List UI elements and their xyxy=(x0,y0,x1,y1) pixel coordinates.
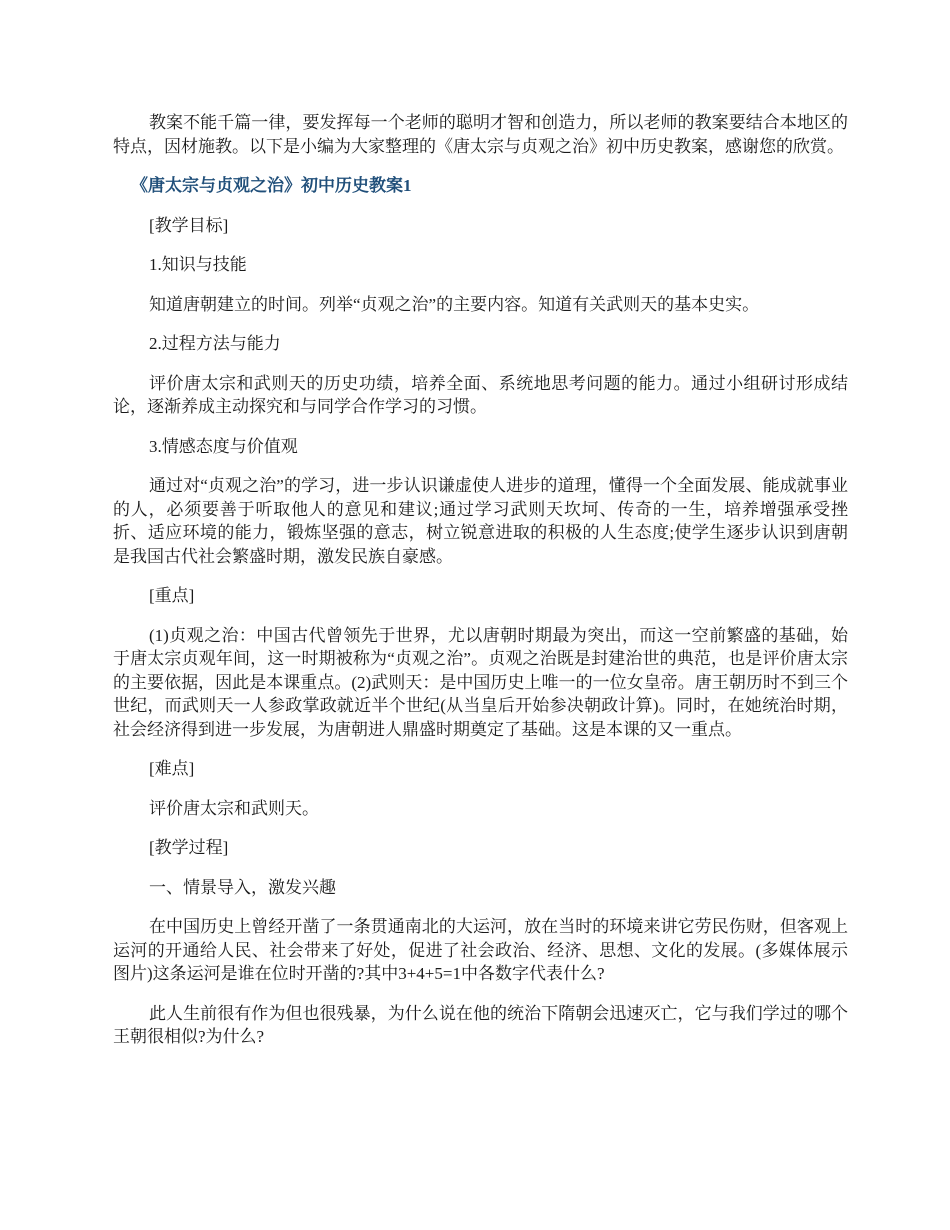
difficult-points-text: 评价唐太宗和武则天。 xyxy=(149,798,319,818)
knowledge-label: 1.知识与技能 xyxy=(149,255,247,274)
step1-label: 一、情景导入，激发兴趣 xyxy=(149,877,336,897)
document-page xyxy=(113,111,848,1065)
lesson-title: 《唐太宗与贞观之治》初中历史教案1 xyxy=(131,176,412,195)
emotion-text: 通过对“贞观之治”的学习，进一步认识谦虚使人进步的道理，懂得一个全面发展、能成就事业的人，必须要善于听取他人的意见和建议;通过学习武则天坎坷、传奇的一生，培养增强承受挫折、适应环境的能力，锻炼坚强的意志，树立锐意进取的积极的人生态度;使学生逐步认识到唐朝是我国古代社会繁盛时期，激发民族自豪感。 xyxy=(113,476,848,566)
step1-paragraph-1: 在中国历史上曾经开凿了一条贯通南北的大运河，放在当时的环境来讲它劳民伤财，但客观上运河的开通给人民、社会带来了好处，促进了社会政治、经济、思想、文化的发展。(多媒体展示图片)这条运河是谁在位时开凿的?其中3+4+5=1中各数字代表什么? xyxy=(113,917,848,983)
key-points-text: (1)贞观之治：中国古代曾领先于世界，尤以唐朝时期最为突出，而这一空前繁盛的基础，始于唐太宗贞观年间，这一时期被称为“贞观之治”。贞观之治既是封建治世的典范，也是评价唐太宗的主要依据，因此是本课重点。(2)武则天：是中国历史上唯一的一位女皇帝。唐王朝历时不到三个世纪，而武则天一人参政掌政就近半个世纪(从当皇后开始参决朝政计算)。同时，在她统治时期，社会经济得到进一步发展，为唐朝进人鼎盛时期奠定了基础。这是本课的又一重点。 xyxy=(113,625,848,739)
step1-paragraph-2: 此人生前很有作为但也很残暴，为什么说在他的统治下隋朝会迅速灭亡，它与我们学过的哪个王朝很相似?为什么? xyxy=(113,1003,848,1046)
knowledge-text: 知道唐朝建立的时间。列举“贞观之治”的主要内容。知道有关武则天的基本史实。 xyxy=(149,294,760,314)
emotion-label: 3.情感态度与价值观 xyxy=(149,436,298,456)
procedure-label: [教学过程] xyxy=(149,838,229,857)
intro-paragraph: 教案不能千篇一律，要发挥每一个老师的聪明才智和创造力，所以老师的教案要结合本地区的特点，因材施教。以下是小编为大家整理的《唐太宗与贞观之治》初中历史教案，感谢您的欣赏。 xyxy=(113,113,848,156)
process-label: 2.过程方法与能力 xyxy=(149,334,281,353)
process-text: 评价唐太宗和武则天的历史功绩，培养全面、系统地思考问题的能力。通过小组研讨形成结论，逐渐养成主动探究和与同学合作学习的习惯。 xyxy=(113,373,848,416)
goals-label: [教学目标] xyxy=(149,215,229,235)
difficult-points-label: [难点] xyxy=(149,759,195,778)
key-points-label: [重点] xyxy=(149,586,195,605)
